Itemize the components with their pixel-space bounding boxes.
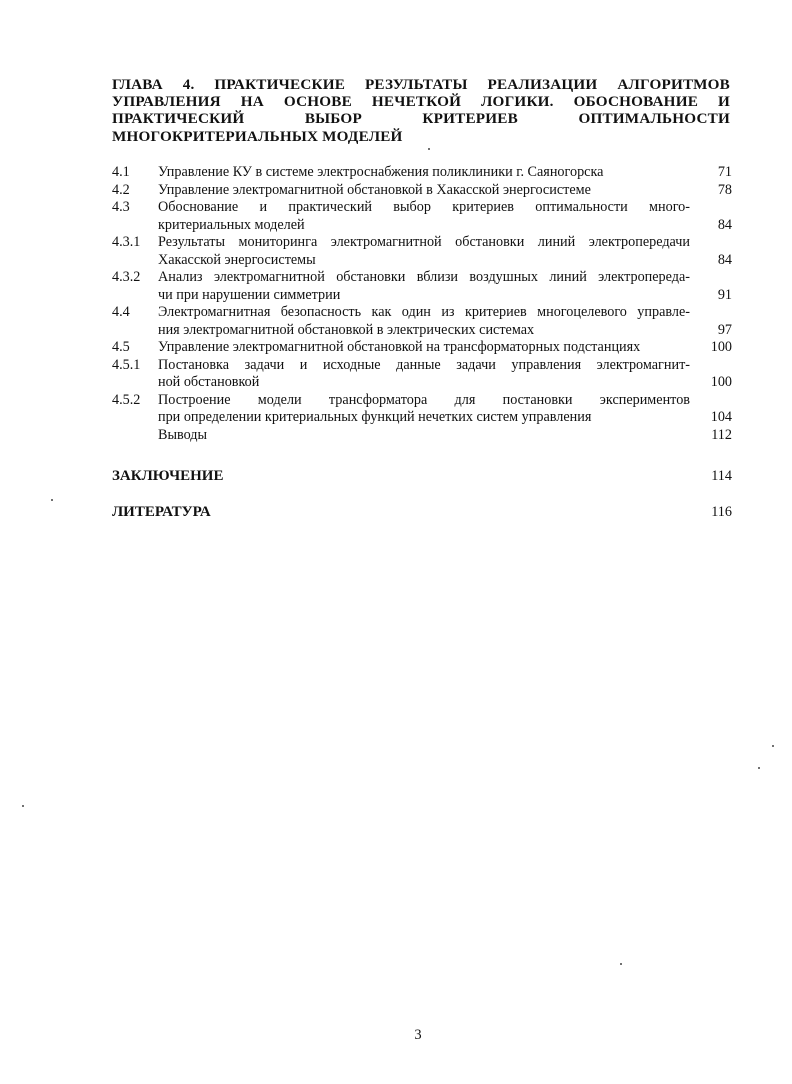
section-page: 114 — [711, 468, 732, 484]
toc-entry-title-line: Хакасской энергосистемы — [158, 251, 316, 268]
toc-entry-page: 71 — [717, 164, 732, 180]
toc-entry-title — [158, 427, 690, 445]
scan-speck — [772, 745, 774, 747]
toc-entry-number: 4.3.2 — [112, 269, 141, 285]
toc-entry-title — [158, 182, 690, 200]
toc-entry — [112, 182, 732, 200]
toc-entry-title-line: Управление электромагнитной обстановкой в Хакасской энергосистеме — [158, 181, 591, 198]
chapter-title-line: УПРАВЛЕНИЯ НА ОСНОВЕ НЕЧЕТКОЙ ЛОГИКИ. ОБОСНОВАНИЕ И — [112, 93, 730, 111]
toc-entry-number: 4.4 — [112, 304, 130, 320]
toc-entry-page: 104 — [710, 409, 732, 425]
chapter-title-line: ПРАКТИЧЕСКИЙ ВЫБОР КРИТЕРИЕВ ОПТИМАЛЬНОСТИ — [112, 110, 730, 128]
toc-entry-title-line: при определении критериальных функций нечетких систем управления — [158, 409, 592, 425]
toc-entry-number: 4.5.2 — [112, 391, 141, 408]
chapter-title-line: ГЛАВА 4. ПРАКТИЧЕСКИЕ РЕЗУЛЬТАТЫ РЕАЛИЗАЦИИ АЛГОРИТМОВ — [112, 76, 730, 93]
toc-entry-title-line: ния электромагнитной обстановкой в электрических системах — [158, 321, 535, 338]
toc-entry-title-line: Электромагнитная безопасность как один из критериев многоцелевого управле- — [158, 304, 690, 320]
toc-entry — [112, 269, 732, 304]
toc-entry-title — [158, 269, 690, 304]
toc-entry — [112, 234, 732, 269]
chapter-title — [112, 76, 730, 145]
toc-entry-number: 4.3.1 — [112, 234, 141, 250]
toc-entry-title-line: Анализ электромагнитной обстановки вблизи воздушных линий электропереда- — [158, 269, 690, 285]
toc-entry-title-line: Постановка задачи и исходные данные задачи управления электромагнит- — [158, 356, 690, 373]
toc-entry — [112, 199, 732, 234]
page-number: 3 — [414, 1027, 422, 1043]
chapter-title-line: МНОГОКРИТЕРИАЛЬНЫХ МОДЕЛЕЙ — [112, 127, 403, 145]
toc-entry — [112, 339, 732, 357]
toc-entry-page: 100 — [710, 339, 732, 355]
section-label: ЗАКЛЮЧЕНИЕ — [112, 468, 224, 484]
toc-entry-title-line: критериальных моделей — [158, 216, 305, 233]
toc-entry-page: 91 — [717, 286, 732, 303]
toc-section-conclusion — [112, 467, 732, 485]
toc-entry-title — [158, 199, 690, 234]
toc-entry-title-line: Управление электромагнитной обстановкой на трансформаторных подстанциях — [158, 339, 641, 355]
toc-entry-title — [158, 392, 690, 427]
toc-entry-title — [158, 234, 690, 269]
toc-entry-title-line: Выводы — [158, 426, 208, 443]
toc-entry — [112, 392, 732, 427]
toc-entry-page: 112 — [711, 426, 732, 443]
toc-entry-title — [158, 304, 690, 339]
toc-entry — [112, 427, 732, 445]
toc-entry-page: 84 — [717, 251, 732, 268]
toc-entry-number: 4.1 — [112, 164, 130, 180]
toc-entry-title — [158, 339, 690, 357]
scan-speck — [428, 148, 430, 150]
toc-entry-page: 78 — [717, 181, 732, 198]
section-label: ЛИТЕРАТУРА — [112, 504, 211, 520]
toc-entry-title — [158, 164, 690, 182]
toc-entry-title — [158, 357, 690, 392]
toc-entry-title-line: Управление КУ в системе электроснабжения поликлиники г. Саяногорска — [158, 164, 604, 180]
toc-entry — [112, 357, 732, 392]
toc-entry-page: 97 — [717, 321, 732, 338]
toc-entry-title-line: Построение модели трансформатора для постановки экспериментов — [158, 391, 690, 408]
toc-entry-title-line: ной обстановкой — [158, 374, 260, 390]
toc-entry-page: 100 — [710, 374, 732, 390]
scan-speck — [22, 805, 24, 807]
toc-entry-number: 4.3 — [112, 199, 130, 215]
toc-entry — [112, 164, 732, 182]
scan-speck — [758, 767, 760, 769]
toc-entry-title-line: чи при нарушении симметрии — [158, 286, 341, 303]
toc-entry-title-line: Результаты мониторинга электромагнитной обстановки линий электропередачи — [158, 234, 690, 250]
section-page: 116 — [711, 504, 732, 520]
toc-entry-number: 4.2 — [112, 181, 130, 198]
toc-section-literature — [112, 503, 732, 521]
scan-speck — [620, 963, 622, 965]
toc-entry — [112, 304, 732, 339]
toc-entry-number: 4.5.1 — [112, 356, 141, 373]
table-of-contents — [112, 164, 732, 444]
toc-entry-title-line: Обоснование и практический выбор критериев оптимальности много- — [158, 199, 690, 215]
toc-entry-page: 84 — [717, 216, 732, 233]
scan-speck — [51, 499, 53, 501]
toc-entry-number: 4.5 — [112, 339, 130, 355]
